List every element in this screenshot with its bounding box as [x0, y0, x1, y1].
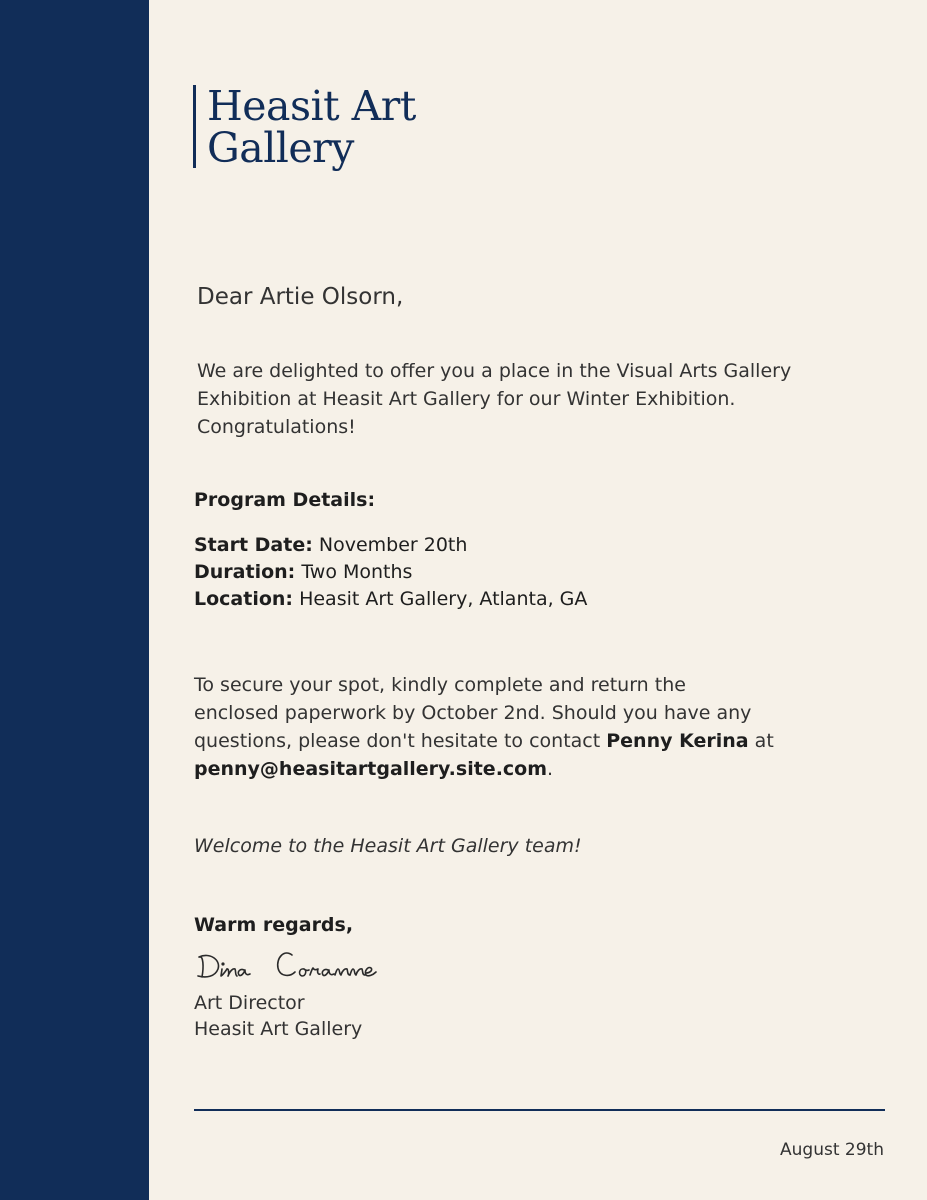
signer-block	[194, 990, 362, 1042]
intro-line: Congratulations!	[197, 416, 356, 438]
gallery-logo	[193, 82, 416, 172]
detail-value: November 20th	[318, 534, 468, 556]
detail-value: Heasit Art Gallery, Atlanta, GA	[299, 588, 588, 610]
contact-name: Penny Kerina	[606, 730, 749, 752]
detail-label: Location:	[194, 588, 294, 610]
detail-location	[194, 586, 587, 613]
instructions-line	[194, 727, 814, 755]
detail-start-date	[194, 532, 587, 559]
instructions-paragraph	[194, 671, 814, 783]
instructions-line	[194, 755, 814, 783]
signer-title: Art Director	[194, 992, 305, 1014]
instructions-text: .	[547, 758, 554, 780]
program-details-heading: Program Details:	[194, 489, 376, 511]
instructions-text: questions, please don't hesitate to contact	[194, 730, 601, 752]
signer-organization: Heasit Art Gallery	[194, 1018, 363, 1040]
instructions-line: To secure your spot, kindly complete and return the	[194, 674, 686, 696]
program-details-list	[194, 532, 587, 613]
welcome-message: Welcome to the Heasit Art Gallery team!	[194, 835, 582, 857]
sidebar-band	[0, 0, 149, 1200]
signature-image	[194, 944, 404, 984]
intro-paragraph	[197, 357, 837, 441]
detail-label: Duration:	[194, 561, 296, 583]
instructions-line: enclosed paperwork by October 2nd. Should you have any	[194, 702, 752, 724]
letter-date: August 29th	[780, 1140, 884, 1160]
instructions-text: at	[754, 730, 774, 752]
contact-email-link[interactable]: penny@heasitartgallery.site.com	[194, 758, 548, 780]
detail-value: Two Months	[301, 561, 413, 583]
intro-line: Exhibition at Heasit Art Gallery for our Winter Exhibition.	[197, 388, 736, 410]
logo-line-2: Gallery	[207, 124, 354, 172]
greeting: Dear Artie Olsorn,	[197, 284, 404, 310]
logo-line-1: Heasit Art	[207, 82, 416, 130]
detail-label: Start Date:	[194, 534, 313, 556]
intro-line: We are delighted to offer you a place in the Visual Arts Gallery	[197, 360, 792, 382]
closing-regards: Warm regards,	[194, 914, 354, 936]
footer-divider	[194, 1109, 885, 1111]
detail-duration	[194, 559, 587, 586]
